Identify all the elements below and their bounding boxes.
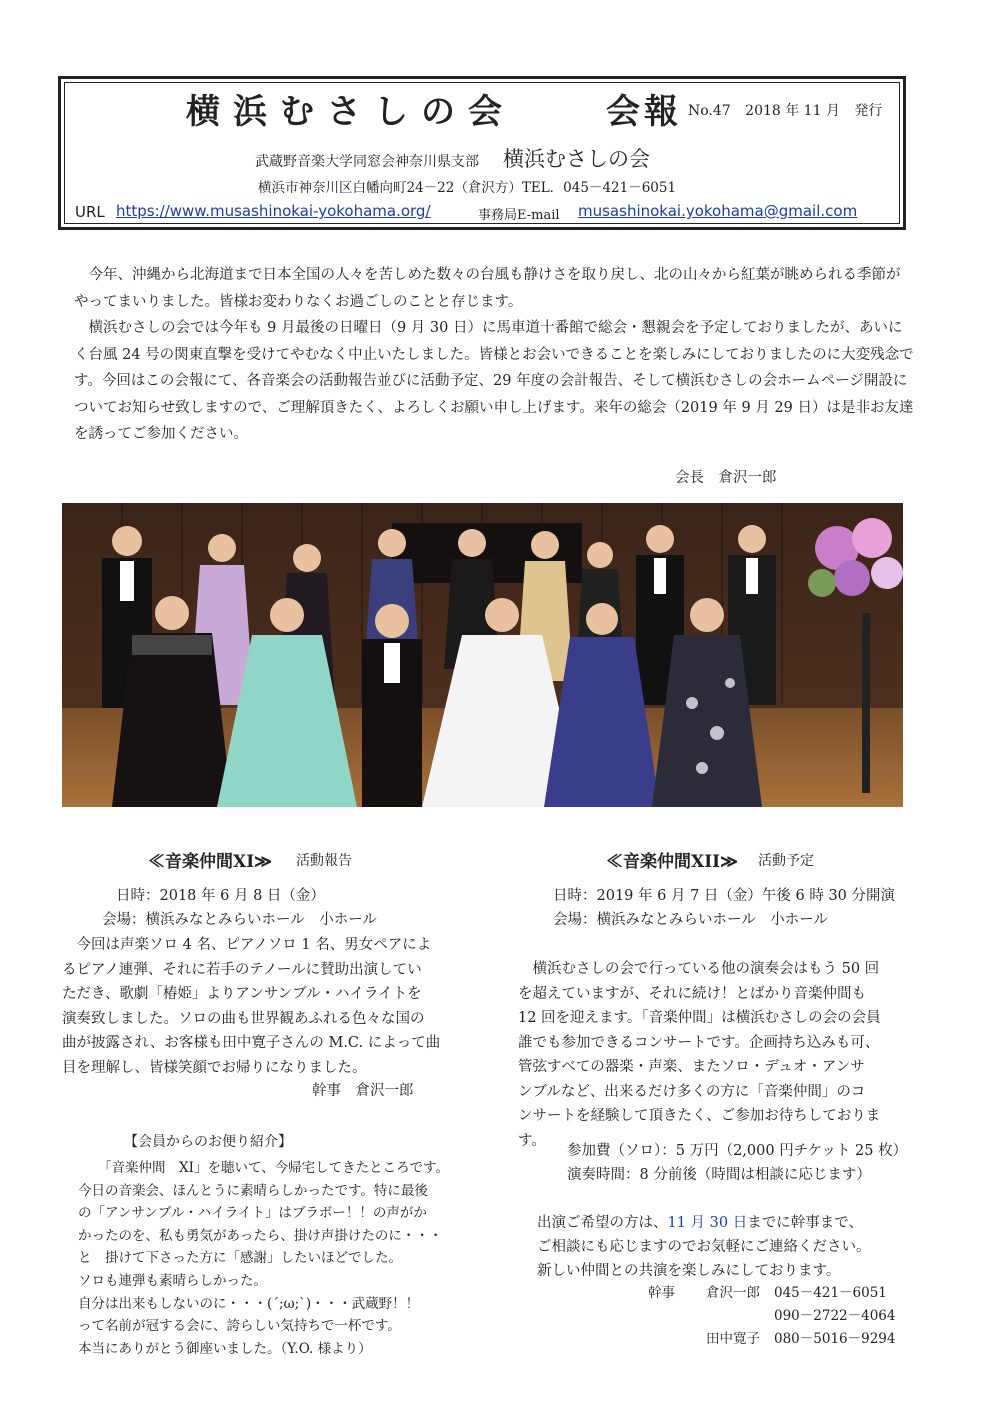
email-link[interactable]: musashinokai.yokohama@gmail.com (578, 202, 858, 220)
website-link[interactable]: https://www.musashinokai-yokohama.org/ (116, 202, 431, 220)
left-report-line: るピアノ連弾、それに若手のテノールに賛助出演してい (62, 961, 422, 978)
member-letter (78, 1157, 449, 1360)
letter-line: 今日の音楽会、ほんとうに素晴らしかったです。特に最後 (78, 1182, 428, 1199)
contact1-name: 倉沢一郎 (706, 1285, 760, 1301)
right-plan-line: 12 回を迎えます。「音楽仲間」は横浜むさしの会の会員 (518, 1010, 881, 1026)
right-event-date: 日時：2019 年 6 月 7 日（金）午後 6 時 30 分開演 (553, 888, 896, 904)
right-event-venue: 会場：横浜みなとみらいホール 小ホール (553, 912, 828, 928)
letter-line: って名前が冠する会に、誇らしい気持ちで一杯です。 (78, 1318, 401, 1335)
left-signature: 幹事 倉沢一郎 (312, 1083, 414, 1099)
newsletter-title-suffix: 会報 (606, 92, 682, 132)
letter-line: 「音楽仲間 XI」を聴いて、今帰宅してきたところです。 (98, 1160, 449, 1176)
right-plan-line: 管弦すべての器楽・声楽、またソロ・デュオ・アンサ (518, 1059, 865, 1075)
letter-line: ソロも連弾も素晴らしかった。 (78, 1272, 267, 1289)
contact2-mobile: 080－5016－9294 (774, 1331, 896, 1347)
left-report-body (62, 933, 502, 1080)
left-report-line: 曲が披露され、お客様も田中寛子さんの M.C. によって曲 (62, 1035, 441, 1051)
left-report-line: 目を理解し、皆様笑顔でお帰りになりました。 (62, 1059, 367, 1076)
application-line-2: ご相談にも応じますのでお気軽にご連絡ください。 (537, 1239, 871, 1255)
right-plan-line: ンサートを経験して頂きたく、ご参加お待ちしておりま (518, 1108, 881, 1124)
left-report-line: 演奏致しました。ソロの曲も世界観あふれる色々な国の (62, 1010, 425, 1027)
letter-line: と 掛けて下さった方に「感謝」したいほどでした。 (78, 1250, 402, 1267)
left-section-title: ≪音楽仲間XI≫ (148, 852, 272, 872)
letters-title: 【会員からのお便り紹介】 (124, 1134, 292, 1150)
president-signature: 会長 倉沢一郎 (675, 470, 777, 486)
right-section-title: ≪音楽仲間XII≫ (606, 852, 738, 872)
letter-line: かったのを、私も勇気があったら、掛け声掛けたのに・・・ (78, 1227, 443, 1244)
application-line-1 (537, 1211, 863, 1236)
contact2-name: 田中寛子 (706, 1331, 760, 1347)
issue-suffix: 発行 (854, 103, 883, 119)
contact1-phone: 045－421－6051 (774, 1285, 887, 1301)
greeting-text (74, 262, 914, 448)
performance-time: 演奏時間：8 分前後（時間は相談に応じます） (567, 1167, 871, 1183)
issue-date: 2018 年 11 月 (745, 103, 840, 119)
application-prefix: 出演ご希望の方は、 (537, 1215, 668, 1231)
organization-affiliation: 武蔵野音楽大学同窓会神奈川県支部 (255, 154, 479, 170)
issue-number: No.47 (688, 103, 731, 119)
url-label: URL (75, 203, 105, 221)
right-plan-line: 誰でも参加できるコンサートです。企画持ち込みも可、 (518, 1034, 880, 1051)
right-plan-body (518, 957, 938, 1153)
left-event-date: 日時：2018 年 6 月 8 日（金） (116, 888, 325, 904)
right-plan-line: ンブルなど、出来るだけ多くの方に「音楽仲間」のコ (518, 1083, 866, 1100)
participation-fee: 参加費（ソロ）：5 万円（2,000 円チケット 25 枚） (567, 1143, 908, 1159)
application-deadline: 11 月 30 日 (667, 1215, 748, 1231)
left-report-line: ただき、歌劇「椿姫」よりアンサンブル・ハイライトを (62, 986, 422, 1002)
greeting-paragraph-2: 横浜むさしの会では今年も 9 月最後の日曜日（9 月 30 日）に馬車道十番館で総会・懇親会を予定しておりましたが、あいにく台風 24 号の関東直撃を受けてやむなく中止いたしました。皆様とお会いできることを楽しみにしておりましたのに大変残念です。今回はこの会報にて、各音楽会の活動報告並びに活動予定、29 年度の会計報告、そして横浜むさしの会ホームページ開設についてお知らせ致しますので、ご理解頂きたく、よろしくお願い申し上げます。来年の総会（2019 年 9 月 29 日）は是非お友達を誘ってご参加ください。 (74, 320, 914, 442)
left-section-subtitle: 活動報告 (296, 853, 352, 869)
address-line: 横浜市神奈川区白幡向町24－22（倉沢方）TEL．045－421－6051 (258, 180, 677, 196)
email-label: 事務局E-mail (478, 208, 560, 223)
letter-line: 自分は出来もしないのに・・・(´;ω;`)・・・武蔵野！！ (78, 1295, 420, 1312)
right-plan-line: を超えていますが、それに続け！とばかり音楽仲間も (518, 985, 866, 1002)
greeting-paragraph-1: 今年、沖縄から北海道まで日本全国の人々を苦しめた数々の台風も静けさを取り戻し、北の山々から紅葉が眺められる季節がやってまいりました。皆様お変わりなくお過ごしのことと存じます。 (74, 267, 901, 310)
organization-name: 横浜むさしの会 (503, 147, 650, 171)
right-section-subtitle: 活動予定 (758, 853, 814, 869)
newsletter-title: 横浜むさしの会 (186, 92, 515, 132)
left-report-line: 今回は声楽ソロ 4 名、ピアノソロ 1 名、男女ペアによ (76, 937, 432, 953)
letter-line: 本当にありがとう御座いました。（Y.O. 様より） (78, 1340, 372, 1357)
contact1-mobile: 090－2722－4064 (774, 1308, 896, 1324)
issue-info (688, 100, 892, 120)
group-photo (62, 503, 903, 807)
application-line-3: 新しい仲間との共演を楽しみにしております。 (537, 1263, 841, 1279)
right-plan-line: 横浜むさしの会で行っている他の演奏会はもう 50 回 (532, 961, 880, 977)
right-plan-line: す。 (518, 1132, 546, 1149)
application-suffix: までに幹事まで、 (747, 1215, 863, 1231)
letter-line: の「アンサンブル・ハイライト」はブラボー！！の声がか (78, 1205, 427, 1222)
left-event-venue: 会場：横浜みなとみらいホール 小ホール (102, 912, 377, 928)
group-photo-illustration (62, 503, 903, 807)
contact-role: 幹事 (648, 1285, 675, 1301)
